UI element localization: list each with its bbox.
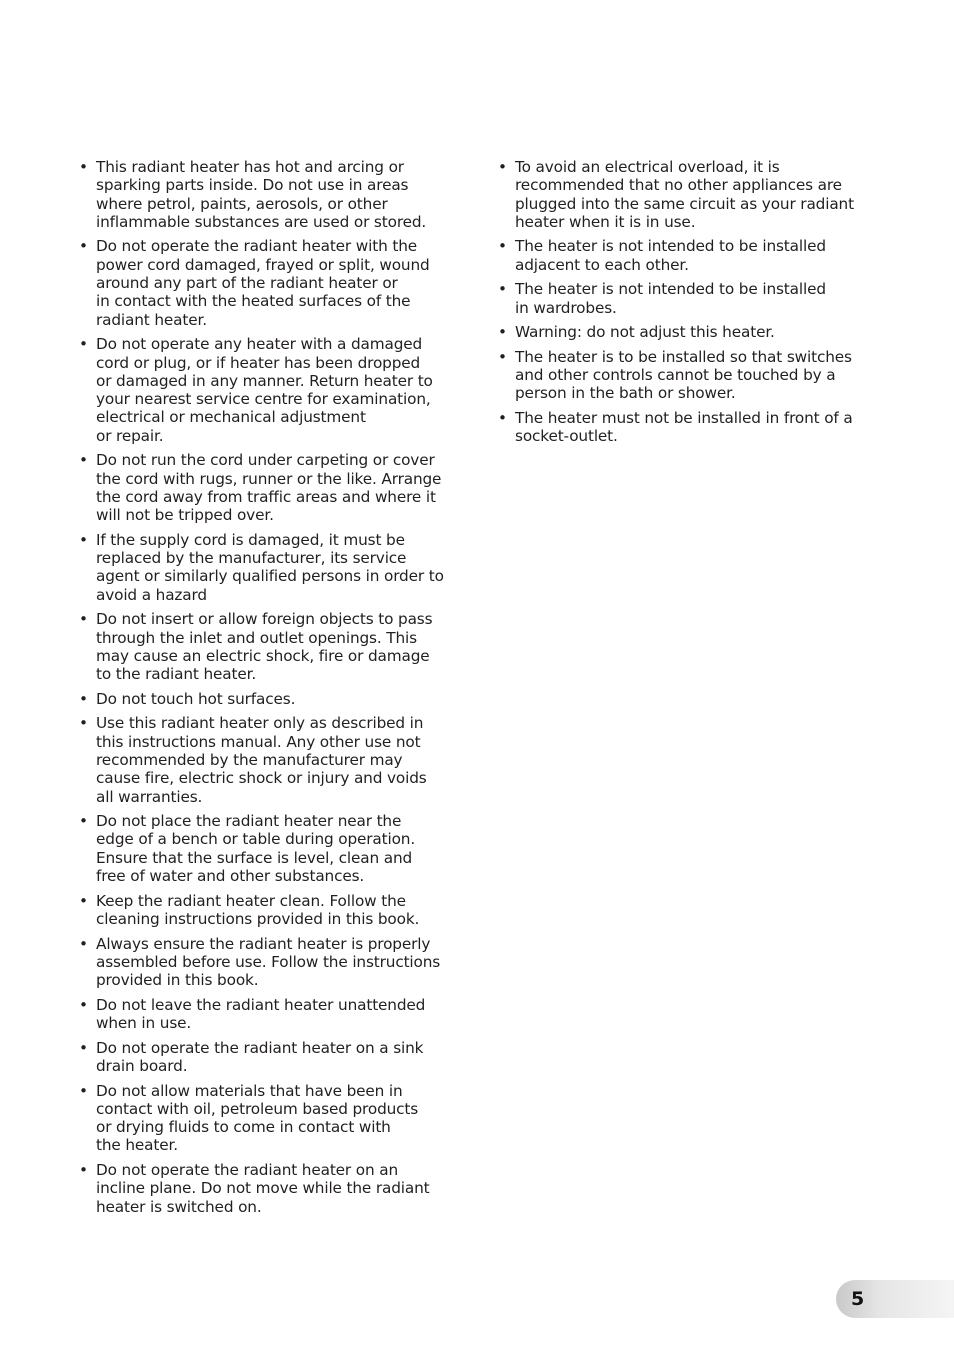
safety-list-item-text: The heater is not intended to be installed in wardrobes. bbox=[515, 280, 826, 317]
safety-list-item bbox=[79, 996, 464, 1033]
safety-list-item-text: Do not insert or allow foreign objects to pass through the inlet and outlet openings. This may cause an electric shock, fire or damage to the radiant heater. bbox=[96, 610, 433, 684]
safety-list-item-text: The heater must not be installed in front of a socket-outlet. bbox=[515, 409, 853, 446]
safety-list-item bbox=[79, 610, 464, 683]
safety-list-item bbox=[79, 451, 464, 524]
safety-list-item-text: Do not place the radiant heater near the edge of a bench or table during operation. Ensure that the surface is level, clean and free of water and other substances. bbox=[96, 812, 416, 886]
safety-list-item-text: The heater is not intended to be installed adjacent to each other. bbox=[515, 237, 826, 274]
safety-list-item-text: If the supply cord is damaged, it must be replaced by the manufacturer, its service agent or similarly qualified persons in order to avoid a hazard bbox=[96, 530, 444, 604]
safety-list-item-text: Do not leave the radiant heater unattended when in use. bbox=[96, 995, 426, 1033]
safety-list-item bbox=[79, 1161, 464, 1216]
safety-list-item-text: Do not run the cord under carpeting or cover the cord with rugs, runner or the like. Arrange the cord away from traffic areas and where it will not be tripped over. bbox=[96, 451, 442, 525]
bullet-icon: • bbox=[498, 237, 507, 256]
safety-list-item-text: Do not operate the radiant heater on a sink drain board. bbox=[96, 1038, 424, 1075]
bullet-icon: • bbox=[79, 689, 88, 708]
page-number-tab bbox=[836, 1280, 954, 1318]
safety-list-item bbox=[498, 323, 883, 341]
bullet-icon: • bbox=[79, 714, 88, 733]
safety-list-item bbox=[79, 892, 464, 929]
bullet-icon: • bbox=[79, 995, 88, 1014]
bullet-icon: • bbox=[79, 934, 88, 953]
safety-list-item bbox=[79, 531, 464, 604]
safety-list-item-text: Keep the radiant heater clean. Follow the cleaning instructions provided in this book. bbox=[96, 891, 420, 928]
safety-list-item bbox=[79, 1039, 464, 1076]
bullet-icon: • bbox=[79, 1161, 88, 1179]
bullet-icon: • bbox=[79, 1081, 88, 1100]
bullet-icon: • bbox=[79, 530, 88, 549]
left-column-safety-list bbox=[79, 158, 464, 1222]
bullet-icon: • bbox=[79, 891, 88, 910]
right-column-safety-list bbox=[498, 158, 883, 452]
safety-list-item-text: Do not allow materials that have been in contact with oil, petroleum based products or drying fluids to come in contact with the heater. bbox=[96, 1081, 419, 1155]
page-number: 5 bbox=[851, 1288, 865, 1310]
safety-list-item bbox=[498, 280, 883, 317]
safety-list-item bbox=[79, 812, 464, 885]
safety-list-item-text: Do not operate the radiant heater on an incline plane. Do not move while the radiant heater is switched on. bbox=[96, 1161, 430, 1216]
safety-list-item-text: Use this radiant heater only as described in this instructions manual. Any other use not recommended by the manufacturer may cause fire, electric shock or injury and voids all warranties. bbox=[96, 714, 427, 806]
safety-list-item bbox=[79, 237, 464, 328]
safety-list-item-text: Warning: do not adjust this heater. bbox=[515, 323, 775, 342]
safety-list-item bbox=[498, 409, 883, 446]
safety-list-item-text: The heater is to be installed so that switches and other controls cannot be touched by a person in the bath or shower. bbox=[515, 347, 852, 403]
bullet-icon: • bbox=[79, 451, 88, 470]
bullet-icon: • bbox=[498, 158, 507, 176]
bullet-icon: • bbox=[498, 323, 507, 342]
safety-list-item-text: Do not operate the radiant heater with the power cord damaged, frayed or split, wound around any part of the radiant heater or in contact with the heated surfaces of the radiant heater. bbox=[96, 237, 430, 329]
bullet-icon: • bbox=[79, 610, 88, 629]
bullet-icon: • bbox=[498, 409, 507, 428]
bullet-icon: • bbox=[498, 280, 507, 299]
safety-list-item bbox=[498, 348, 883, 403]
bullet-icon: • bbox=[79, 812, 88, 831]
safety-list-item bbox=[79, 158, 464, 231]
safety-list-item-text: Do not operate any heater with a damaged cord or plug, or if heater has been dropped or damaged in any manner. Return heater to your nearest service centre for examination, electrical or mechanical adjustment or repair. bbox=[96, 335, 433, 445]
safety-list-item-text: This radiant heater has hot and arcing or sparking parts inside. Do not use in areas where petrol, paints, aerosols, or other inflammable substances are used or stored. bbox=[96, 158, 427, 231]
safety-list-item-text: Always ensure the radiant heater is properly assembled before use. Follow the instructions provided in this book. bbox=[96, 934, 441, 990]
safety-list-item-text: Do not touch hot surfaces. bbox=[96, 689, 296, 708]
safety-list-item bbox=[79, 335, 464, 445]
safety-list-item bbox=[79, 690, 464, 708]
bullet-icon: • bbox=[498, 347, 507, 366]
safety-list-item bbox=[79, 714, 464, 805]
bullet-icon: • bbox=[79, 158, 88, 176]
safety-list-item bbox=[498, 158, 883, 231]
safety-list-item bbox=[79, 1082, 464, 1155]
safety-list-item bbox=[498, 237, 883, 274]
bullet-icon: • bbox=[79, 237, 88, 256]
bullet-icon: • bbox=[79, 335, 88, 354]
bullet-icon: • bbox=[79, 1038, 88, 1057]
safety-list-item-text: To avoid an electrical overload, it is recommended that no other appliances are plugged into the same circuit as your radiant heater when it is in use. bbox=[515, 158, 854, 231]
safety-list-item bbox=[79, 935, 464, 990]
